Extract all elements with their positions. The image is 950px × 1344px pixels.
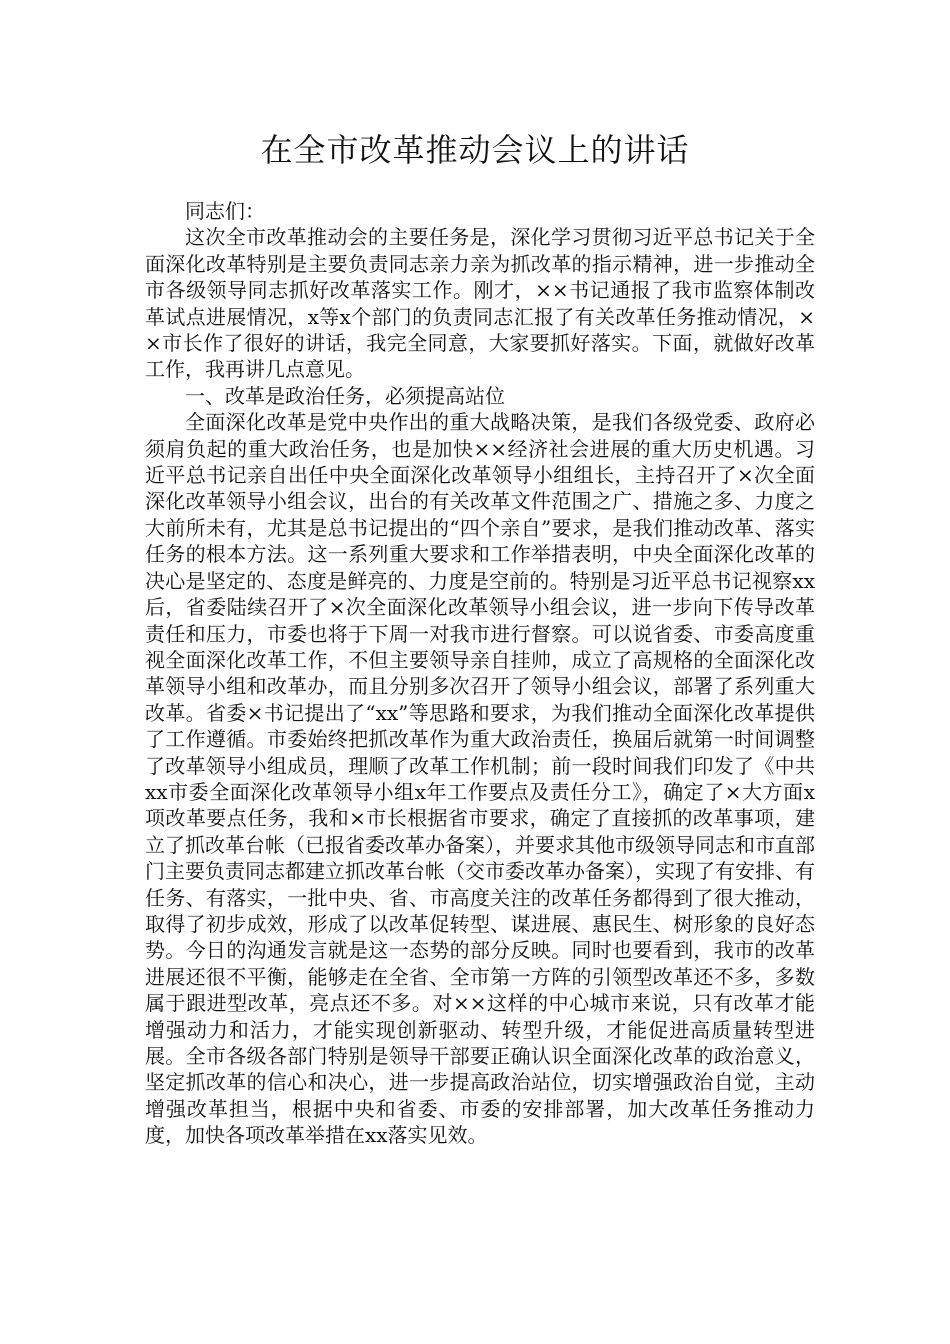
- intro-paragraph: 这次全市改革推动会的主要任务是，深化学习贯彻习近平总书记关于全面深化改革特别是主要负责同志亲力亲为抓改革的指示精神，进一步推动全市各级领导同志抓好改革落实工作。刚才，××书记通报了我市监察体制改革试点进展情况，x等x个部门的负责同志汇报了有关改革任务推动情况，××市长作了很好的讲话，我完全同意，大家要抓好落实。下面，就做好改革工作，我再讲几点意见。: [145, 225, 815, 382]
- section-heading: 一、改革是政治任务，必须提高站位: [185, 383, 505, 408]
- salutation-paragraph: 同志们：: [185, 199, 265, 223]
- section-paragraph: 全面深化改革是党中央作出的重大战略决策，是我们各级党委、政府必须肩负起的重大政治任务，也是加快××经济社会进展的重大历史机遇。习近平总书记亲自出任中央全面深化改革领导小组组长，主持召开了×次全面深化改革领导小组会议，出台的有关改革文件范围之广、措施之多、力度之大前所未有，尤其是总书记提出的“四个亲自”要求，是我们推动改革、落实任务的根本方法。这一系列重大要求和工作举措表明，中央全面深化改革的决心是坚定的、态度是鲜亮的、力度是空前的。特别是习近平总书记视察xx后，省委陆续召开了×次全面深化改革领导小组会议，进一步向下传导改革责任和压力，市委也将于下周一对我市进行督察。可以说省委、市委高度重视全面深化改革工作，不但主要领导亲自挂帅，成立了高规格的全面深化改革领导小组和改革办，而且分别多次召开了领导小组会议，部署了系列重大改革。省委×书记提出了“xx”等思路和要求，为我们推动全面深化改革提供了工作遵循。市委始终把抓改革作为重大政治责任，换届后就第一时间调整了改革领导小组成员，理顺了改革工作机制；前一段时间我们印发了《中共xx市委全面深化改革领导小组x年工作要点及责任分工》，确定了×大方面x项改革要点任务，我和×市长根据省市要求，确定了直接抓的改革事项，建立了抓改革台帐（已报省委改革办备案），并要求其他市级领导同志和市直部门主要负责同志都建立抓改革台帐（交市委改革办备案），实现了有安排、有任务、有落实，一批中央、省、市高度关注的改革任务都得到了很大推动，取得了初步成效，形成了以改革促转型、谋进展、惠民生、树形象的良好态势。今日的沟通发言就是这一态势的部分反映。同时也要看到，我市的改革进展还很不平衡，能够走在全省、全市第一方阵的引领型改革还不多，多数属于跟进型改革，亮点还不多。对××这样的中心城市来说，只有改革才能增强动力和活力，才能实现创新驱动、转型升级，才能促进高质量转型进展。全市各级各部门特别是领导干部要正确认识全面深化改革的政治意义，坚定抓改革的信心和决心，进一步提高政治站位，切实增强政治自觉，主动增强改革担当，根据中央和省委、市委的安排部署，加大改革任务推动力度，加快各项改革举措在xx落实见效。: [145, 410, 815, 1148]
- document-title: 在全市改革推动会议上的讲话: [260, 131, 690, 169]
- document-body: [145, 198, 815, 1149]
